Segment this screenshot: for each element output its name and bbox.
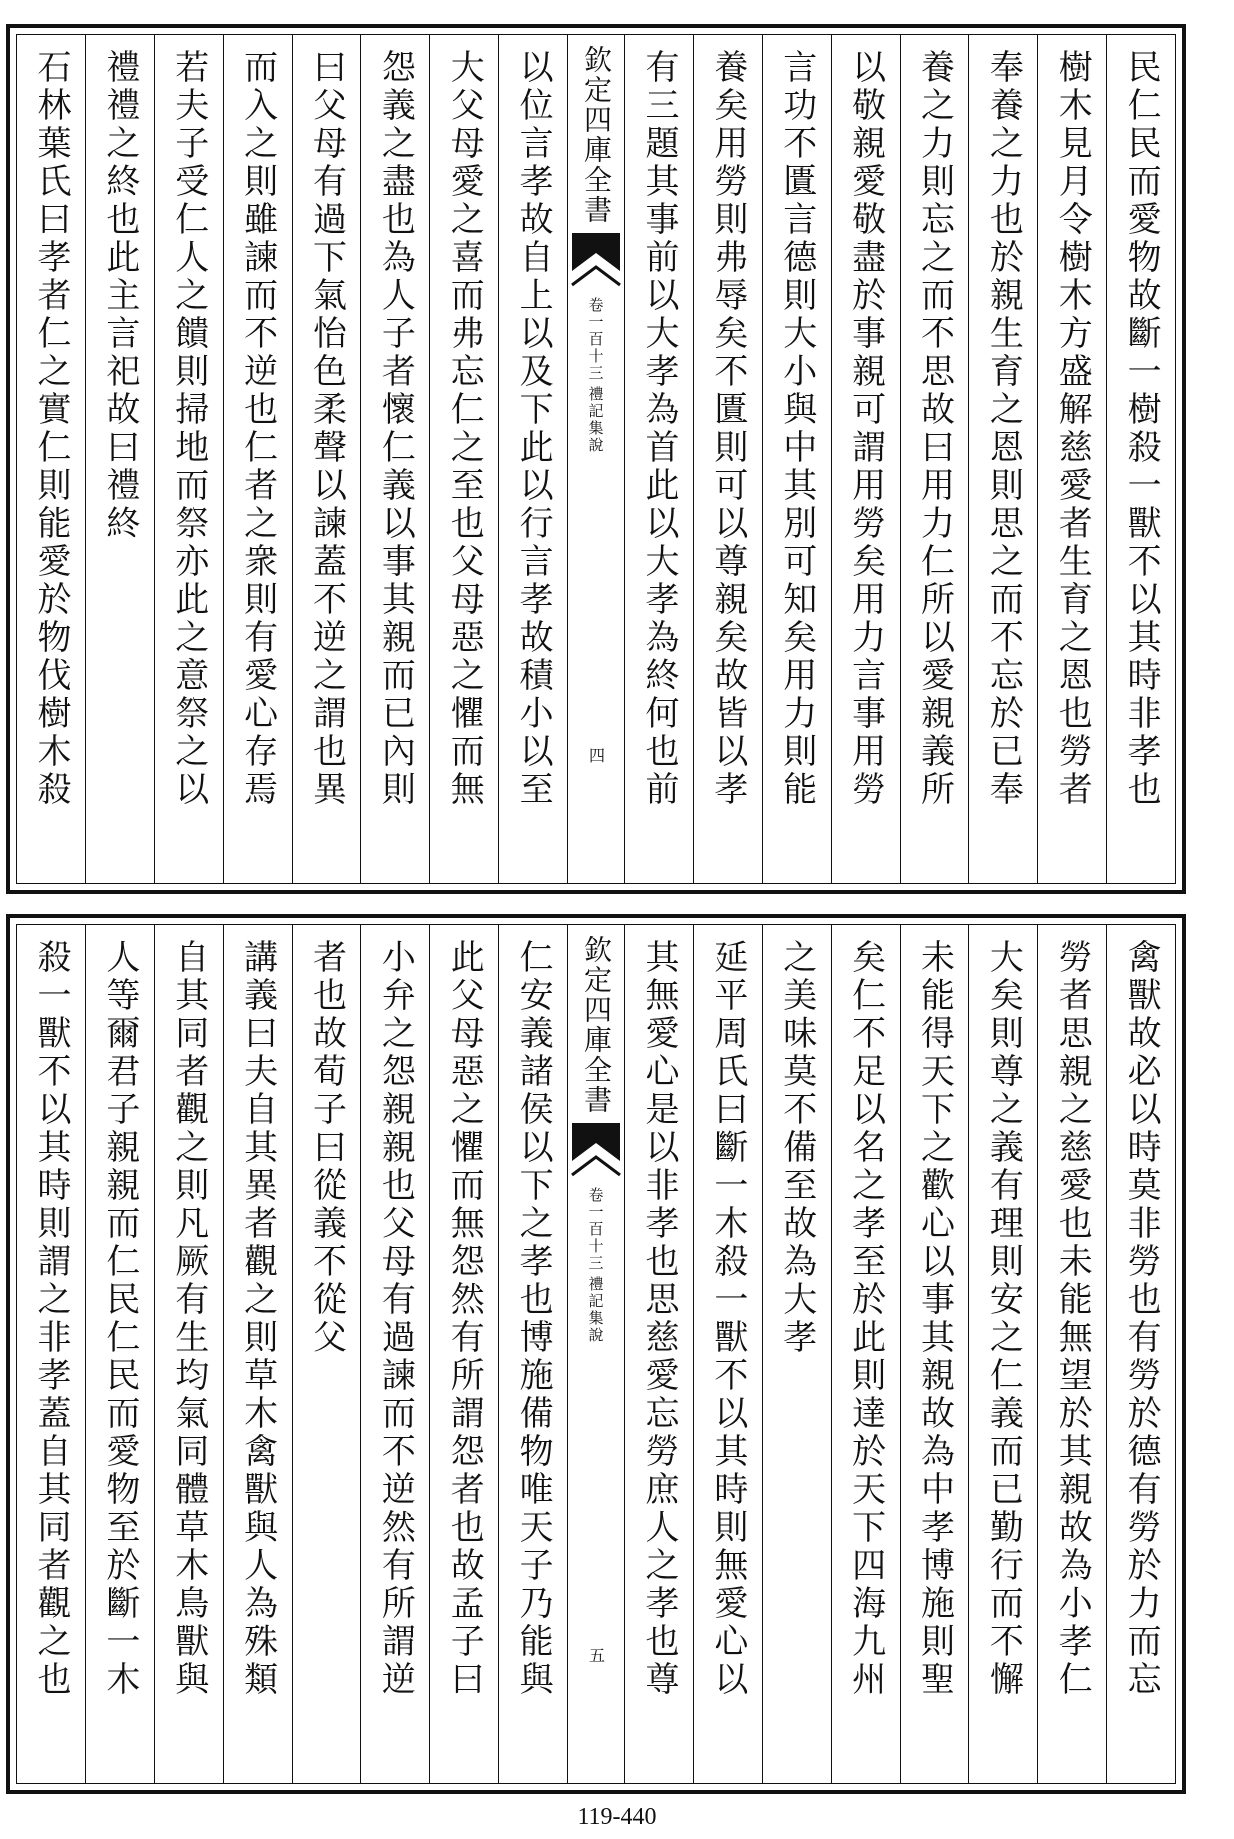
volume-info <box>586 297 607 454</box>
volume-info <box>586 1187 607 1344</box>
fish-tail-icon <box>570 231 622 293</box>
text-column: 其無愛心是以非孝也思慈愛忘勞庶人之孝也尊 <box>624 925 693 1783</box>
text-column: 者也故荀子曰從義不從父 <box>292 925 361 1783</box>
text-column: 養之力則忘之而不思故曰用力仁所以愛親義所 <box>900 35 969 883</box>
text-column: 言功不匱言德則大小與中其別可知矣用力則能 <box>762 35 831 883</box>
book-title: 禮記集說 <box>586 1276 605 1344</box>
text-column: 以位言孝故自上以及下此以行言孝故積小以至 <box>498 35 567 883</box>
text-column: 禽獸故必以時莫非勞也有勞於德有勞於力而忘 <box>1106 925 1175 1783</box>
text-column: 人等爾君子親親而仁民仁民而愛物至於斷一木 <box>85 925 154 1783</box>
text-column: 大矣則尊之義有理則安之仁義而已勤行而不懈 <box>968 925 1037 1783</box>
text-column: 民仁民而愛物故斷一樹殺一獸不以其時非孝也 <box>1106 35 1175 883</box>
text-column: 講義曰夫自其異者觀之則草木禽獸與人為殊類 <box>223 925 292 1783</box>
fish-tail-icon <box>570 1121 622 1183</box>
text-column: 仁安義諸侯以下之孝也博施備物唯天子乃能與 <box>498 925 567 1783</box>
volume-number: 卷一百十三 <box>586 297 605 382</box>
bottom-page-frame <box>16 924 1176 1784</box>
text-column: 奉養之力也於親生育之恩則思之而不忘於已奉 <box>968 35 1037 883</box>
page-number: 四 <box>586 747 606 763</box>
text-column: 自其同者觀之則凡厥有生均氣同體草木鳥獸與 <box>154 925 223 1783</box>
collection-title: 欽定四庫全書 <box>580 935 613 1115</box>
text-column: 石林葉氏曰孝者仁之實仁則能愛於物伐樹木殺 <box>30 49 71 809</box>
text-column: 矣仁不足以名之孝至於此則達於天下四海九州 <box>831 925 900 1783</box>
text-column: 曰父母有過下氣怡色柔聲以諫蓋不逆之謂也異 <box>292 35 361 883</box>
text-column: 大父母愛之喜而弗忘仁之至也父母惡之懼而無 <box>429 35 498 883</box>
text-column: 若夫子受仁人之饋則掃地而祭亦此之意祭之以 <box>154 35 223 883</box>
volume-number: 卷一百十三 <box>586 1187 605 1272</box>
text-column: 未能得天下之歡心以事其親故為中孝博施則聖 <box>900 925 969 1783</box>
text-column: 延平周氏曰斷一木殺一獸不以其時則無愛心以 <box>693 925 762 1783</box>
page-code: 119-440 <box>577 1804 657 1830</box>
text-column: 而入之則雖諫而不逆也仁者之衆則有愛心存焉 <box>223 35 292 883</box>
text-column: 殺一獸不以其時則謂之非孝蓋自其同者觀之也 <box>30 939 71 1699</box>
text-column: 樹木見月令樹木方盛解慈愛者生育之恩也勞者 <box>1037 35 1106 883</box>
text-column: 勞者思親之慈愛也未能無望於其親故為小孝仁 <box>1037 925 1106 1783</box>
top-page-frame <box>16 34 1176 884</box>
text-column: 此父母惡之懼而無怨然有所謂怨者也故孟子曰 <box>429 925 498 1783</box>
text-column: 小弁之怨親親也父母有過諫而不逆然有所謂逆 <box>360 925 429 1783</box>
page-number: 五 <box>586 1647 606 1663</box>
collection-title: 欽定四庫全書 <box>580 45 613 225</box>
center-fold <box>567 35 624 883</box>
text-column: 養矣用勞則弗辱矣不匱則可以尊親矣故皆以孝 <box>693 35 762 883</box>
text-column: 禮禮之終也此主言祀故曰禮終 <box>85 35 154 883</box>
book-title: 禮記集說 <box>586 386 605 454</box>
bottom-page <box>6 914 1186 1794</box>
top-page <box>6 24 1186 894</box>
center-fold <box>567 925 624 1783</box>
text-column: 之美味莫不備至故為大孝 <box>762 925 831 1783</box>
text-column: 有三題其事前以大孝為首此以大孝為終何也前 <box>624 35 693 883</box>
text-column: 怨義之盡也為人子者懷仁義以事其親而已內則 <box>360 35 429 883</box>
text-column: 以敬親愛敬盡於事親可謂用勞矣用力言事用勞 <box>831 35 900 883</box>
